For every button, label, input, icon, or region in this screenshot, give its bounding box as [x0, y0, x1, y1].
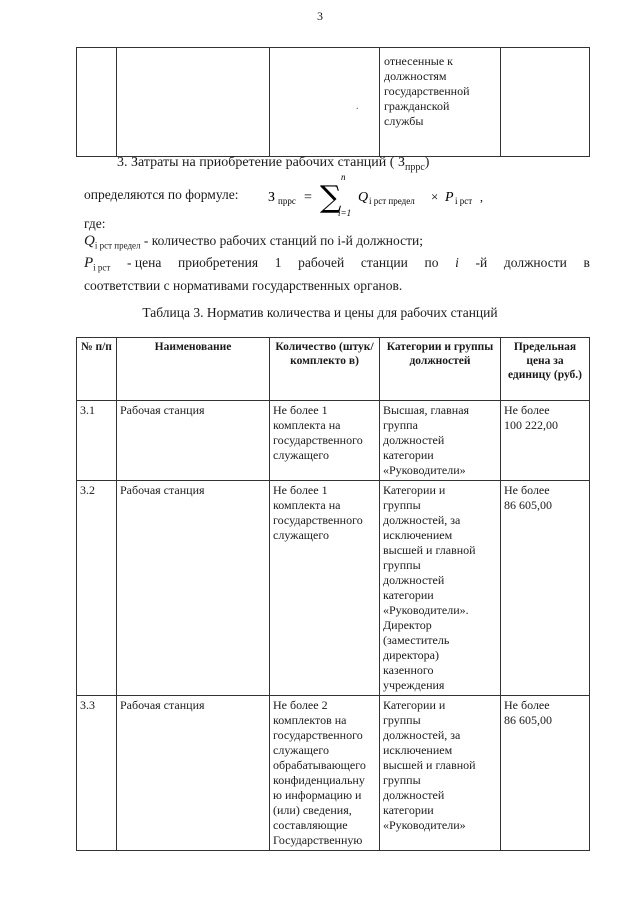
row-quantity-cell: Не более 2 комплектов на государственного служащего обрабатывающего конфиденциальну ю информацию и (или) сведения, составляющие Государственную — [270, 696, 380, 851]
row-number-cell: 3.1 — [77, 401, 117, 481]
row-category-cell: Категории и группы должностей, за исключением высшей и главной группы должностей категории «Руководители». Директор (заместитель директора) казенного учреждения — [380, 481, 501, 696]
row-price-cell: Не более 100 222,00 — [501, 401, 590, 481]
row-number-cell: 3.2 — [77, 481, 117, 696]
header-price: Предельная цена за единицу (руб.) — [501, 338, 590, 401]
formula-p: P — [445, 190, 454, 205]
row-category-cell: Высшая, главная группа должностей категории «Руководители» — [380, 401, 501, 481]
table-row — [77, 401, 590, 481]
workstation-norms-table — [76, 337, 590, 851]
definition-q: $Q_{i рст предел}$ - количество рабочих станций по i-й должности; — [84, 233, 423, 251]
header-quantity: Количество (штук/комплекто в) — [270, 338, 380, 401]
row-name-cell: Рабочая станция — [117, 481, 270, 696]
header-name: Наименование — [117, 338, 270, 401]
formula-equals: = — [304, 190, 312, 205]
table-row — [77, 481, 590, 696]
sum-lower-limit: i=1 — [338, 208, 352, 218]
formula-times: × — [431, 189, 439, 204]
sum-upper-limit: n — [341, 172, 346, 182]
section-heading: 3. Затраты на приобретение рабочих станций ( $З_{пррс}$) — [117, 155, 430, 173]
formula-q: Q — [358, 190, 369, 205]
row-quantity-cell: Не более 1 комплекта на государственного служащего — [270, 481, 380, 696]
where-label: где: — [84, 216, 106, 231]
page-number: 3 — [317, 9, 323, 23]
row-name-cell: Рабочая станция — [117, 696, 270, 851]
formula-lhs-sub: пррс — [278, 196, 296, 206]
header-number: № п/п — [77, 338, 117, 401]
table-header-row — [77, 338, 590, 401]
continued-table — [76, 47, 590, 157]
category-cell: отнесенные к должностям государственной гражданской службы — [380, 48, 501, 157]
row-price-cell: Не более 86 605,00 — [501, 481, 590, 696]
q-symbol: Q — [84, 233, 95, 249]
row-name-cell: Рабочая станция — [117, 401, 270, 481]
formula-lhs: З — [268, 190, 276, 205]
table-caption: Таблица 3. Норматив количества и цены для рабочих станций — [142, 305, 498, 320]
formula-end: , — [480, 190, 483, 204]
formula-q-sub: i рст предел — [369, 196, 415, 206]
stray-mark: . — [356, 101, 359, 112]
cost-formula — [268, 170, 528, 220]
row-category-cell: Категории и группы должностей, за исключением высшей и главной группы должностей категории «Руководители» — [380, 696, 501, 851]
row-number-cell: 3.3 — [77, 696, 117, 851]
table-row — [77, 696, 590, 851]
row-quantity-cell: Не более 1 комплекта на государственного служащего — [270, 401, 380, 481]
table-row — [77, 48, 590, 157]
header-category: Категории и группы должностей — [380, 338, 501, 401]
formula-intro: определяются по формуле: — [84, 187, 239, 202]
definition-p: $P_{i рст}$ - цена приобретения 1 рабочей станции по i -й должности в соответствии с нормативами государственных органов. — [84, 255, 590, 293]
sum-sign-icon: ∑ — [320, 180, 342, 215]
p-symbol: P — [84, 255, 94, 271]
row-price-cell: Не более 86 605,00 — [501, 696, 590, 851]
formula-p-sub: i рст — [455, 196, 473, 206]
